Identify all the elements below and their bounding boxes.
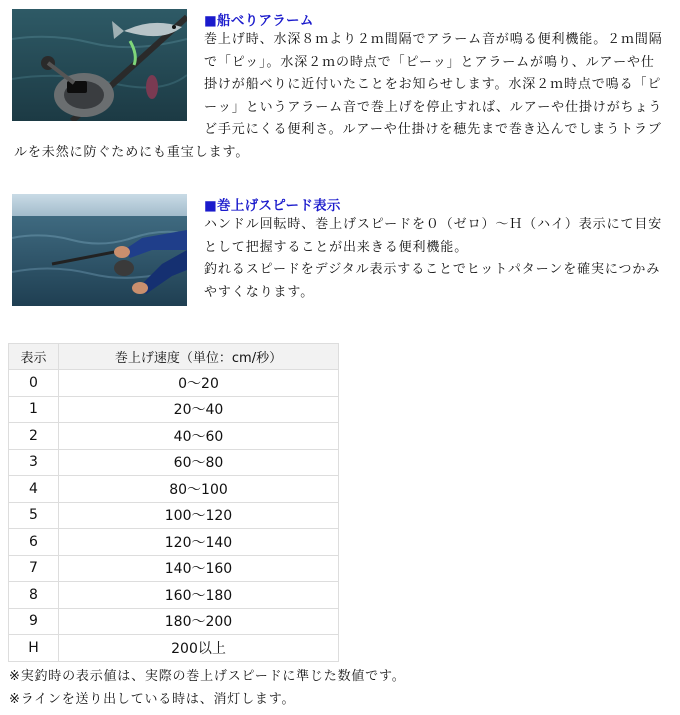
table-row bbox=[9, 370, 339, 397]
display-value-cell: 2 bbox=[9, 423, 59, 450]
boat-edge-alarm-text: 巻上げ時、水深８ｍより２ｍ間隔でアラーム音が鳴る便利機能。２ｍ間隔で「ピッ」。水深２ｍの時点で「ピーッ」とアラームが鳴り、ルアーや仕掛けが船べりに近付いたことをお知らせします。水深２ｍ時点で鳴る「ピーッ」というアラーム音で巻上げを停止すれば、ルアーや仕掛けがちょうど手元にくる便利さ。ルアーや仕掛けを穂先まで巻き込んでしまうトラブルを未然に防ぐためにも重宝します。 bbox=[14, 32, 663, 160]
table-row bbox=[9, 502, 339, 529]
table-row bbox=[9, 476, 339, 503]
retrieve-speed-title: ■巻上げスピード表示 bbox=[204, 198, 341, 214]
display-value-cell: 9 bbox=[9, 608, 59, 635]
speed-range-cell: 100〜120 bbox=[59, 502, 339, 529]
table-header-row bbox=[9, 344, 339, 370]
table-row bbox=[9, 582, 339, 609]
display-value-cell: 8 bbox=[9, 582, 59, 609]
table-row bbox=[9, 449, 339, 476]
speed-range-cell: 140〜160 bbox=[59, 555, 339, 582]
header-speed: 巻上げ速度（単位：cm/秒） bbox=[59, 344, 339, 370]
speed-table bbox=[8, 343, 339, 662]
display-value-cell: 5 bbox=[9, 502, 59, 529]
speed-range-cell: 120〜140 bbox=[59, 529, 339, 556]
display-value-cell: 6 bbox=[9, 529, 59, 556]
speed-range-cell: 180〜200 bbox=[59, 608, 339, 635]
display-value-cell: 0 bbox=[9, 370, 59, 397]
boat-edge-alarm-title: ■船べりアラーム bbox=[204, 13, 314, 29]
table-row bbox=[9, 423, 339, 450]
retrieve-speed-description bbox=[204, 214, 668, 304]
note-display-value: ※実釣時の表示値は、実際の巻上げスピードに準じた数値です。 bbox=[9, 669, 406, 684]
retrieve-speed-paragraph-1: ハンドル回転時、巻上げスピードを０（ゼロ）〜Ｈ（ハイ）表示にて目安として把握することが出来きる便利機能。 bbox=[204, 217, 663, 255]
speed-range-cell: 80〜100 bbox=[59, 476, 339, 503]
table-row bbox=[9, 555, 339, 582]
note-light-off: ※ラインを送り出している時は、消灯します。 bbox=[9, 692, 296, 707]
display-value-cell: 3 bbox=[9, 449, 59, 476]
display-value-cell: H bbox=[9, 635, 59, 662]
display-value-cell: 1 bbox=[9, 396, 59, 423]
speed-table-body bbox=[9, 370, 339, 662]
table-row bbox=[9, 529, 339, 556]
speed-range-cell: 40〜60 bbox=[59, 423, 339, 450]
speed-range-cell: 20〜40 bbox=[59, 396, 339, 423]
retrieve-speed-section bbox=[14, 194, 666, 309]
speed-range-cell: 60〜80 bbox=[59, 449, 339, 476]
speed-range-cell: 160〜180 bbox=[59, 582, 339, 609]
table-row bbox=[9, 608, 339, 635]
display-value-cell: 4 bbox=[9, 476, 59, 503]
retrieve-speed-paragraph-2: 釣れるスピードをデジタル表示することでヒットパターンを確実につかみやすくなります。 bbox=[204, 262, 661, 300]
table-row bbox=[9, 635, 339, 662]
display-value-cell: 7 bbox=[9, 555, 59, 582]
table-row bbox=[9, 396, 339, 423]
speed-range-cell: 0〜20 bbox=[59, 370, 339, 397]
speed-range-cell: 200以上 bbox=[59, 635, 339, 662]
header-display: 表示 bbox=[9, 344, 59, 370]
boat-edge-alarm-section bbox=[14, 9, 666, 169]
boat-edge-alarm-description bbox=[14, 29, 666, 165]
